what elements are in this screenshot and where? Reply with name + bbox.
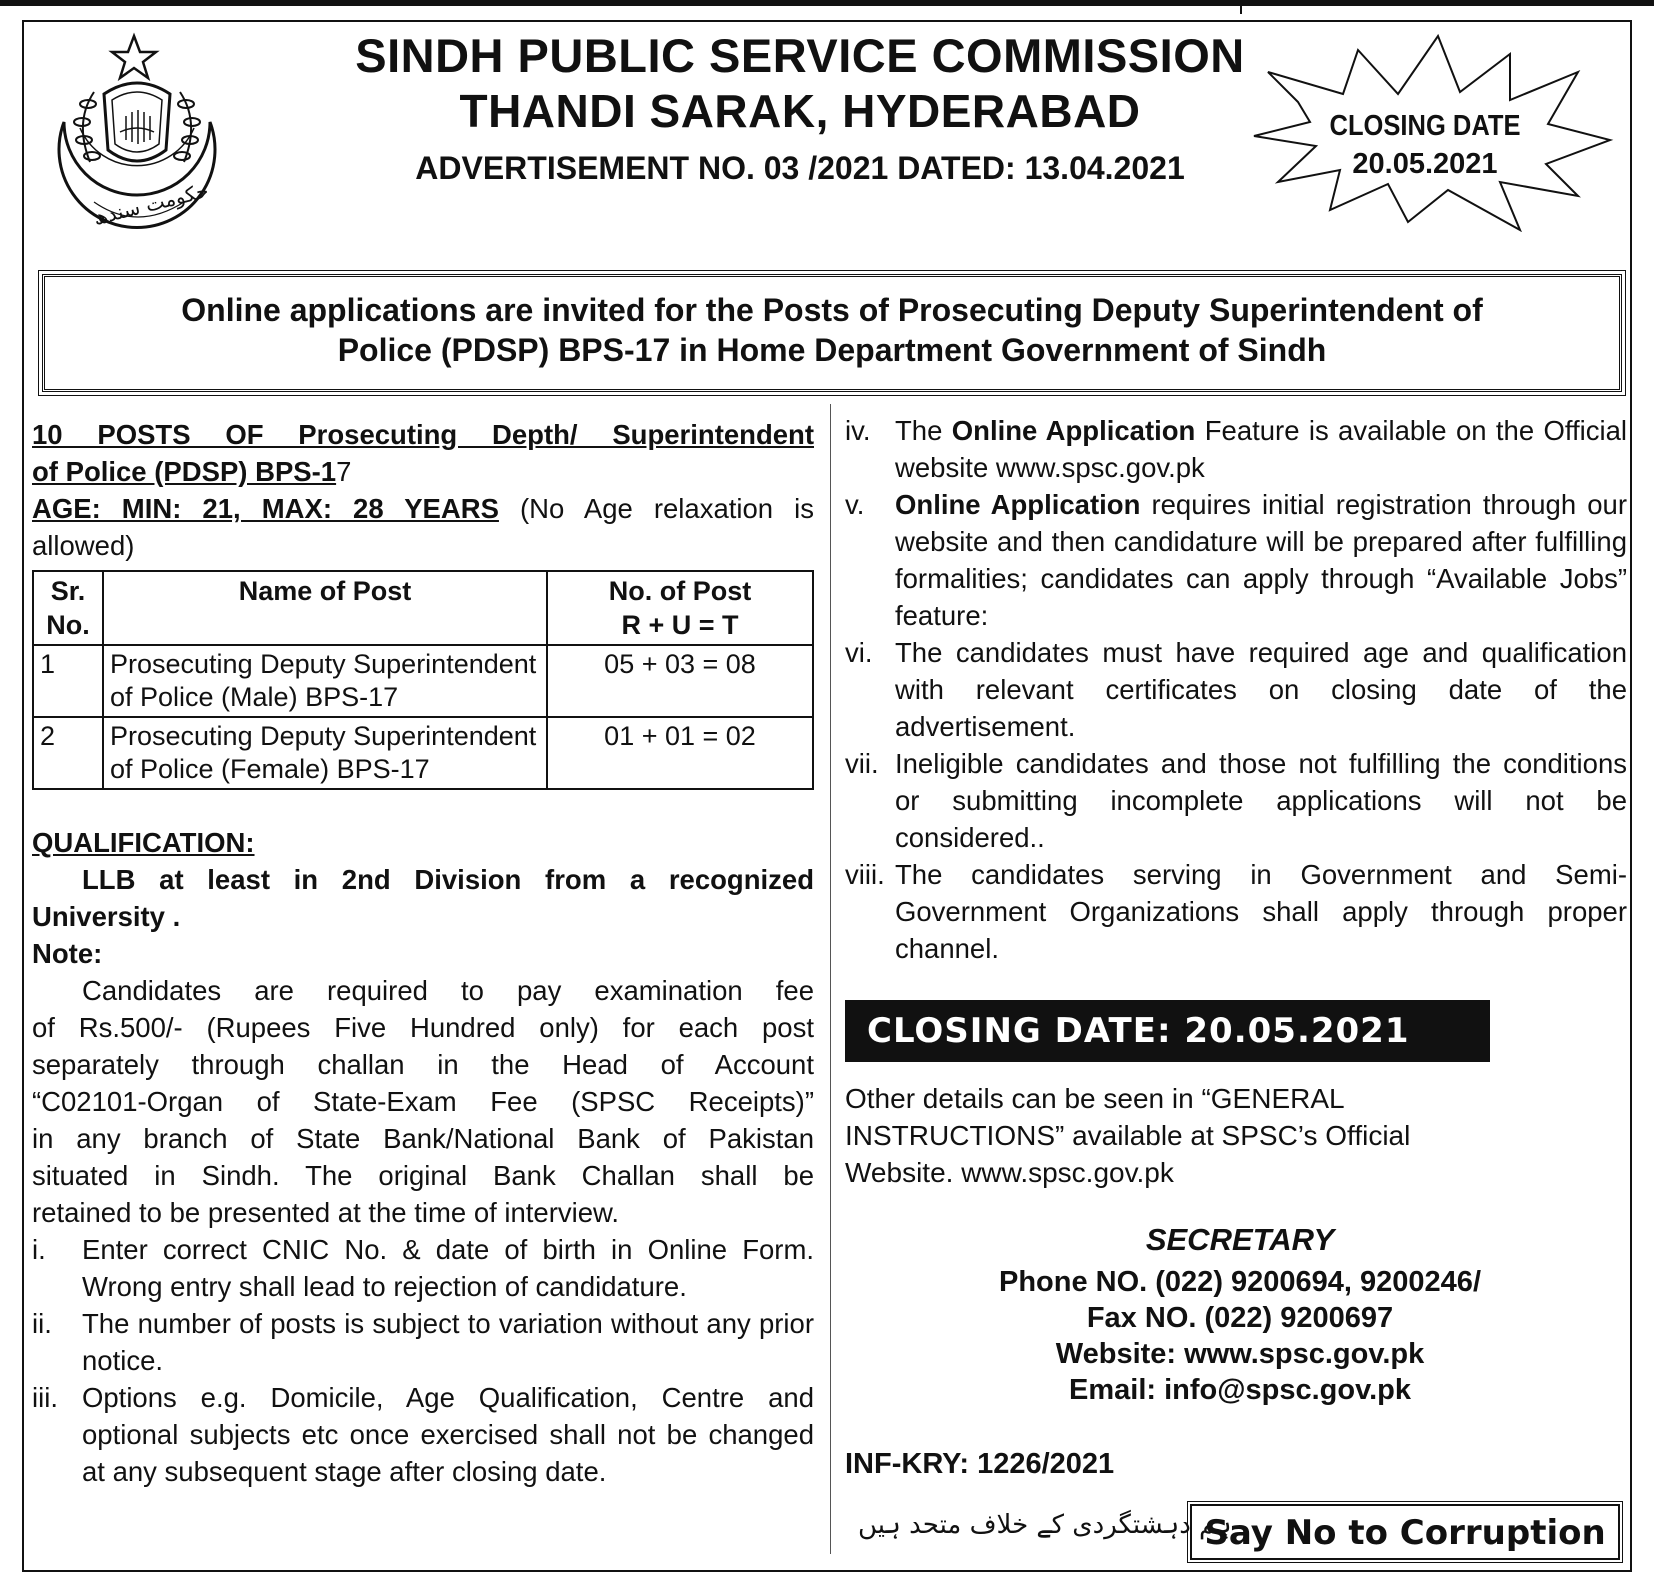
list-item — [845, 745, 1627, 856]
item-number: i. — [32, 1234, 46, 1265]
row-count: 05 + 03 = 08 — [547, 645, 813, 717]
item-number: vi. — [845, 637, 873, 668]
age-note: (No Age relaxation is — [498, 493, 814, 524]
posts-heading-tail: 7 — [336, 456, 352, 487]
note-line: in any branch of State Bank/National Bank of Pakistan — [32, 1123, 814, 1154]
item-text-post: Feature is available on the Official website www.spsc.gov.pk — [895, 415, 1628, 483]
qualification-line-1: LLB at least in 2nd Division from a recognized — [82, 864, 814, 895]
header-sr: Sr. No. — [33, 571, 103, 645]
table-header-row — [33, 571, 813, 645]
row-name — [103, 717, 547, 789]
posts-heading-text-1: 10 POSTS OF Prosecuting Depth/ Superintendent — [32, 419, 814, 450]
item-number: iii. — [32, 1382, 58, 1413]
org-title: SINDH PUBLIC SERVICE COMMISSION — [355, 29, 1245, 82]
invitation-line-1: Online applications are invited for the Posts of Prosecuting Deputy Superintendent of — [181, 292, 1483, 328]
column-divider — [830, 404, 831, 1554]
header-count-line-1: No. of Post — [608, 576, 752, 606]
org-address: THANDI SARAK, HYDERABAD — [459, 85, 1141, 137]
inf-number: INF-KRY: 1226/2021 — [845, 1448, 1115, 1480]
note-line: “C02101-Organ of State-Exam Fee (SPSC Receipts)” — [32, 1086, 814, 1117]
note-label: Note: — [32, 938, 103, 969]
list-item — [32, 1231, 814, 1305]
phone-number: Phone NO. (022) 9200694, 9200246/ — [998, 1266, 1481, 1298]
item-number: viii. — [845, 859, 885, 890]
other-details-line-2: INSTRUCTIONS” available at SPSC’s Official — [845, 1120, 1411, 1151]
emblem-caption: حکومت سندھ — [90, 178, 211, 230]
posts-heading-line-1 — [32, 416, 814, 453]
note-line: retained to be presented at the time of interview. — [32, 1197, 620, 1228]
note-line: of Rs.500/- (Rupees Five Hundred only) for each post — [32, 1012, 814, 1043]
row-name-line-1: Prosecuting Deputy Superintendent — [110, 721, 537, 751]
closing-date-box: CLOSING DATE: 20.05.2021 — [845, 1000, 1490, 1062]
email-link[interactable]: Email: info@spsc.gov.pk — [1069, 1374, 1411, 1406]
top-rule-tick — [1240, 0, 1242, 14]
posts-heading-text-2: of Police (PDSP) BPS-1 — [32, 456, 337, 487]
invitation-line-2: Police (PDSP) BPS-17 in Home Department Government of Sindh — [337, 332, 1327, 368]
age-label: AGE: MIN: 21, MAX: 28 YEARS — [32, 493, 499, 524]
advertisement-number: ADVERTISEMENT NO. 03 /2021 DATED: 13.04.2021 — [415, 150, 1185, 186]
row-name — [103, 645, 547, 717]
row-name-line-2: of Police (Male) BPS-17 — [110, 682, 399, 712]
posts-table — [32, 570, 814, 790]
row-count: 01 + 01 = 02 — [547, 717, 813, 789]
list-item — [845, 412, 1627, 486]
item-text — [895, 412, 1627, 486]
item-text: The candidates serving in Government and Semi-Government Organizations shall apply through proper channel. — [895, 859, 1627, 964]
right-column — [845, 412, 1627, 967]
list-item — [845, 486, 1627, 634]
posts-heading-line-2 — [32, 453, 814, 490]
invitation-text — [60, 290, 1604, 370]
burst-label: CLOSING DATE — [1329, 110, 1521, 142]
age-line — [32, 490, 814, 527]
top-rule — [0, 0, 1654, 6]
header-count — [547, 571, 813, 645]
row-sr: 1 — [33, 645, 103, 717]
table-row — [33, 645, 813, 717]
item-text-post: requires initial registration through our website and then candidature will be prepared after fulfilling formalities; candidates can apply through “Available Jobs” feature: — [895, 489, 1627, 631]
list-item — [32, 1379, 814, 1490]
corruption-slogan-box: Say No to Corruption — [1190, 1504, 1620, 1560]
other-details — [845, 1080, 1545, 1191]
left-column — [32, 416, 814, 1490]
item-number: v. — [845, 489, 865, 520]
item-text: The number of posts is subject to variation without any prior notice. — [82, 1308, 814, 1376]
item-text: The candidates must have required age and qualification with relevant certificates on closing date of the advertisement. — [895, 637, 1627, 742]
item-number: iv. — [845, 415, 871, 446]
age-note-2: allowed) — [32, 530, 135, 561]
other-details-line-3: Website. www.spsc.gov.pk — [845, 1157, 1174, 1188]
secretary-title: SECRETARY — [1145, 1222, 1335, 1257]
note-line: Candidates are required to pay examination fee — [82, 975, 814, 1006]
row-name-line-2: of Police (Female) BPS-17 — [110, 754, 430, 784]
urdu-slogan: ہم دہشتگردی کے خلاف متحد ہیں — [858, 1510, 1232, 1540]
table-row — [33, 717, 813, 789]
note-line: situated in Sindh. The original Bank Challan shall be — [32, 1160, 814, 1191]
qualification-label: QUALIFICATION: — [32, 827, 255, 858]
qualification-line-2: University . — [32, 901, 181, 932]
row-sr: 2 — [33, 717, 103, 789]
burst-date: 20.05.2021 — [1352, 148, 1498, 180]
header-count-line-2: R + U = T — [621, 610, 739, 640]
item-number: ii. — [32, 1308, 52, 1339]
item-text: Ineligible candidates and those not fulfilling the conditions or submitting incomplete applications will not be considered.. — [895, 748, 1627, 853]
item-text-pre: The — [895, 415, 952, 446]
list-item — [845, 634, 1627, 745]
fax-number: Fax NO. (022) 9200697 — [1086, 1302, 1394, 1334]
item-text-bold: Online Application — [895, 489, 1141, 520]
website-link[interactable]: Website: www.spsc.gov.pk — [1055, 1338, 1425, 1370]
row-name-line-1: Prosecuting Deputy Superintendent — [110, 649, 537, 679]
item-text: Options e.g. Domicile, Age Qualification, Centre and optional subjects etc once exercised shall not be changed at any subsequent stage after closing date. — [82, 1382, 814, 1487]
other-details-line-1: Other details can be seen in “GENERAL — [845, 1083, 1345, 1114]
list-item — [845, 856, 1627, 967]
list-item — [32, 1305, 814, 1379]
item-text-bold: Online Application — [951, 415, 1196, 446]
item-text: Enter correct CNIC No. & date of birth in Online Form. Wrong entry shall lead to rejection of candidature. — [82, 1234, 814, 1302]
header-name: Name of Post — [103, 571, 547, 645]
note-line: separately through challan in the Head of Account — [32, 1049, 814, 1080]
item-number: vii. — [845, 748, 879, 779]
item-text — [895, 486, 1627, 634]
